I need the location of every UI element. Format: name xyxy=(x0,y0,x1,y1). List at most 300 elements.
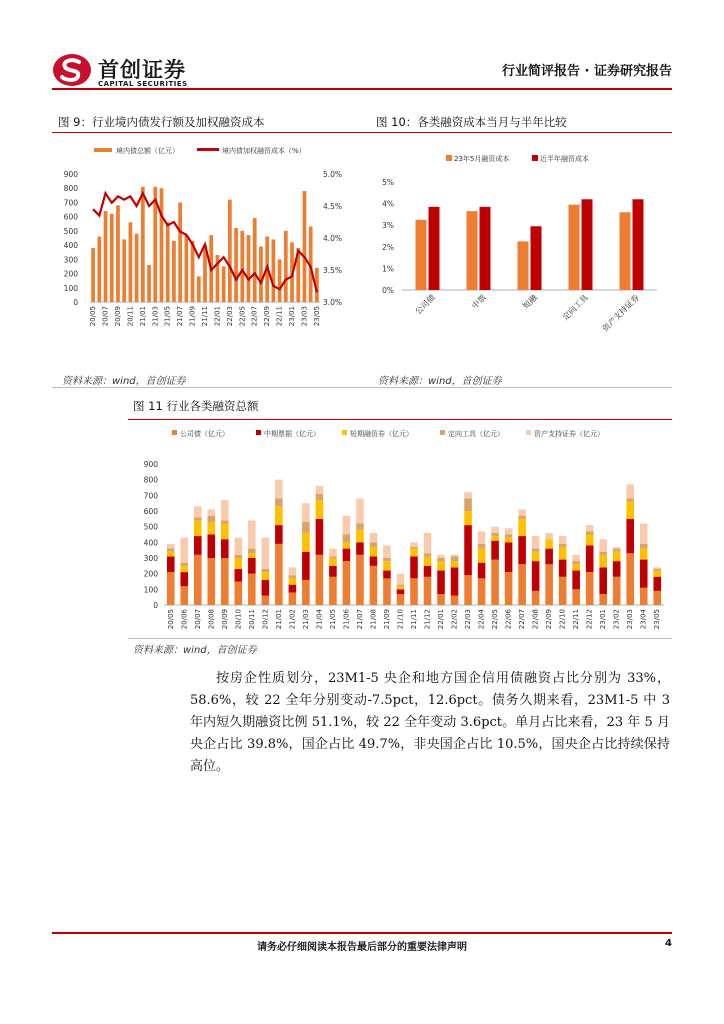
stacked-bar-segment xyxy=(397,574,405,585)
bond-issuance-bar xyxy=(234,228,238,302)
bond-issuance-bar xyxy=(116,205,120,302)
stacked-bar-segment xyxy=(505,528,513,534)
x-tick-label: 21/05 xyxy=(328,609,337,630)
stacked-bar-segment xyxy=(397,594,405,605)
stacked-bar-segment xyxy=(316,494,324,500)
stacked-bar-segment xyxy=(518,516,526,519)
bond-issuance-bar xyxy=(259,247,263,302)
x-tick-label: 20/06 xyxy=(180,609,189,630)
x-tick-label: 20/09 xyxy=(220,609,229,630)
legend-label: 公司债（亿元） xyxy=(180,430,229,438)
x-tick-label: 22/07 xyxy=(250,306,259,327)
x-tick-label: 21/08 xyxy=(369,609,378,630)
x-tick-label: 中票 xyxy=(470,293,488,311)
bond-issuance-bar xyxy=(160,188,164,302)
y-tick: 800 xyxy=(143,475,158,485)
stacked-bar-segment xyxy=(221,558,229,605)
stacked-bar-segment xyxy=(586,535,594,546)
stacked-bar-segment xyxy=(653,569,661,571)
x-tick-label: 22/05 xyxy=(491,609,500,630)
stacked-bar-segment xyxy=(208,522,216,535)
stacked-bar-segment xyxy=(370,533,378,542)
x-tick-label: 23/04 xyxy=(639,609,648,630)
x-tick-label: 20/07 xyxy=(101,306,110,327)
y-tick-left: 300 xyxy=(63,255,78,265)
legend-swatch xyxy=(342,430,347,435)
stacked-bar-segment xyxy=(397,589,405,594)
may-cost-bar xyxy=(518,241,529,290)
stacked-bar-segment xyxy=(424,577,432,605)
y-tick-left: 200 xyxy=(63,269,78,279)
x-tick-label: 22/01 xyxy=(437,609,446,630)
stacked-bar-segment xyxy=(532,561,540,591)
legend-swatch xyxy=(440,430,445,435)
stacked-bar-segment xyxy=(599,555,607,568)
y-tick-right: 4.0% xyxy=(323,234,343,243)
stacked-bar-segment xyxy=(464,575,472,605)
stacked-bar-segment xyxy=(329,577,337,605)
stacked-bar-segment xyxy=(262,580,270,596)
stacked-bar-segment xyxy=(343,549,351,562)
bond-issuance-bar xyxy=(141,187,145,302)
stacked-bar-segment xyxy=(599,567,607,594)
stacked-bar-segment xyxy=(289,567,297,575)
stacked-bar-segment xyxy=(437,561,445,570)
stacked-bar-segment xyxy=(626,502,634,519)
report-type-title: 行业简评报告 · 证券研究报告 xyxy=(502,64,672,79)
stacked-bar-segment xyxy=(248,553,256,558)
y-tick: 100 xyxy=(143,585,158,595)
stacked-bar-segment xyxy=(451,596,459,605)
stacked-bar-segment xyxy=(302,503,310,522)
bond-issuance-bar xyxy=(97,237,101,302)
brand-name-en: CAPITAL SECURITIES xyxy=(98,80,188,88)
y-tick-left: 700 xyxy=(63,198,78,208)
stacked-bar-segment xyxy=(262,569,270,572)
stacked-bar-segment xyxy=(613,577,621,605)
y-tick-right: 4.5% xyxy=(323,202,343,211)
bond-issuance-bar xyxy=(122,239,126,302)
stacked-bar-segment xyxy=(613,547,621,549)
stacked-bar-segment xyxy=(478,544,486,549)
stacked-bar-segment xyxy=(383,578,391,605)
stacked-bar-segment xyxy=(221,539,229,558)
stacked-bar-segment xyxy=(586,572,594,605)
bond-issuance-bar xyxy=(178,202,182,302)
y-tick-left: 900 xyxy=(63,170,78,179)
legend-label: 中期票据（亿元） xyxy=(264,430,320,438)
stacked-bar-segment xyxy=(302,580,310,605)
y-tick-right: 3.5% xyxy=(323,266,343,275)
x-tick-label: 20/09 xyxy=(113,306,122,327)
legend-swatch-cost xyxy=(197,148,219,151)
stacked-bar-segment xyxy=(572,571,580,590)
stacked-bar-segment xyxy=(208,558,216,605)
y-tick: 0% xyxy=(382,286,394,295)
stacked-bar-segment xyxy=(505,538,513,543)
legend-swatch-bonds xyxy=(94,148,112,152)
x-tick-label: 21/09 xyxy=(188,306,197,327)
stacked-bar-segment xyxy=(626,519,634,553)
x-tick-label: 22/03 xyxy=(225,306,234,327)
figure-title-divider xyxy=(52,132,672,133)
stacked-bar-segment xyxy=(640,524,648,544)
stacked-bar-segment xyxy=(518,519,526,536)
stacked-bar-segment xyxy=(329,558,337,566)
stacked-bar-segment xyxy=(383,558,391,561)
stacked-bar-segment xyxy=(491,536,499,541)
figure-9-source: 资料来源：wind，首创证券 xyxy=(62,376,186,387)
figure-11-chart xyxy=(128,422,672,636)
halfyear-cost-bar xyxy=(531,226,542,290)
stacked-bar-segment xyxy=(451,555,459,557)
bond-issuance-bar xyxy=(278,259,282,302)
stacked-bar-segment xyxy=(640,560,648,588)
y-tick: 400 xyxy=(143,538,158,548)
stacked-bar-segment xyxy=(478,549,486,563)
stacked-bar-segment xyxy=(545,539,553,548)
legend-swatch-halfyear xyxy=(532,155,538,161)
may-cost-bar xyxy=(416,220,427,290)
x-tick-label: 定向工具 xyxy=(560,293,590,323)
stacked-bar-segment xyxy=(180,563,188,566)
stacked-bar-segment xyxy=(410,556,418,578)
stacked-bar-segment xyxy=(370,566,378,605)
x-tick-label: 20/05 xyxy=(89,306,98,327)
stacked-bar-segment xyxy=(289,592,297,605)
stacked-bar-segment xyxy=(424,566,432,577)
y-tick: 4% xyxy=(382,199,394,209)
stacked-bar-segment xyxy=(194,517,202,520)
stacked-bar-segment xyxy=(248,558,256,574)
may-cost-bar xyxy=(620,212,631,290)
stacked-bar-segment xyxy=(262,572,270,580)
legend-swatch xyxy=(256,430,261,435)
stacked-bar-segment xyxy=(248,520,256,548)
x-tick-label: 短融 xyxy=(521,293,539,311)
legend-label-halfyear: 近半年融资成本 xyxy=(540,155,589,163)
stacked-bar-segment xyxy=(424,556,432,565)
bond-issuance-bar xyxy=(110,214,114,302)
stacked-bar-segment xyxy=(316,555,324,605)
stacked-bar-segment xyxy=(208,509,216,515)
bond-issuance-bar xyxy=(240,231,244,302)
bond-issuance-bar xyxy=(228,200,232,302)
stacked-bar-segment xyxy=(626,553,634,605)
stacked-bar-segment xyxy=(464,498,472,511)
y-tick: 300 xyxy=(143,554,158,563)
stacked-bar-segment xyxy=(356,555,364,605)
stacked-bar-segment xyxy=(532,536,540,549)
stacked-bar-segment xyxy=(532,591,540,605)
figure-11-source-divider xyxy=(128,638,672,639)
stacked-bar-segment xyxy=(208,516,216,522)
x-tick-label: 22/09 xyxy=(545,609,554,630)
stacked-bar-segment xyxy=(370,542,378,547)
x-tick-label: 22/05 xyxy=(238,306,247,327)
stacked-bar-segment xyxy=(518,509,526,515)
stacked-bar-segment xyxy=(559,544,567,547)
stacked-bar-segment xyxy=(572,589,580,605)
x-tick-label: 21/06 xyxy=(342,609,351,630)
stacked-bar-segment xyxy=(545,533,553,539)
x-tick-label: 23/03 xyxy=(626,609,635,630)
stacked-bar-segment xyxy=(235,569,243,582)
figure-11-title: 图 11 行业各类融资总额 xyxy=(133,399,259,413)
x-tick-label: 23/01 xyxy=(599,609,608,630)
stacked-bar-segment xyxy=(572,561,580,564)
legend-label-cost: 境内债加权融资成本（%） xyxy=(222,147,306,155)
stacked-bar-segment xyxy=(180,566,188,572)
stacked-bar-segment xyxy=(343,542,351,548)
stacked-bar-segment xyxy=(599,594,607,605)
stacked-bar-segment xyxy=(505,572,513,605)
figure-10-chart xyxy=(372,136,672,368)
stacked-bar-segment xyxy=(289,578,297,584)
legend-label-bonds: 境内债总额（亿元） xyxy=(116,147,179,155)
stacked-bar-segment xyxy=(586,531,594,534)
footer-divider xyxy=(52,932,672,934)
stacked-bar-segment xyxy=(235,558,243,569)
stacked-bar-segment xyxy=(424,533,432,553)
y-tick: 200 xyxy=(143,569,158,579)
stacked-bar-segment xyxy=(410,542,418,547)
brand-name-cn: 首创证券 xyxy=(98,58,186,82)
x-tick-label: 21/07 xyxy=(355,609,364,630)
may-cost-bar xyxy=(467,211,478,290)
legend-swatch-may xyxy=(446,155,452,161)
stacked-bar-segment xyxy=(356,498,364,523)
stacked-bar-segment xyxy=(653,571,661,577)
y-tick-left: 500 xyxy=(63,226,78,236)
x-tick-label: 21/10 xyxy=(396,609,405,630)
figure-10-title: 图 10：各类融资成本当月与半年比较 xyxy=(376,115,567,129)
y-tick-left: 0 xyxy=(73,298,78,307)
y-tick: 600 xyxy=(143,507,158,516)
stacked-bar-segment xyxy=(383,561,391,570)
x-tick-label: 22/03 xyxy=(464,609,473,630)
stacked-bar-segment xyxy=(532,549,540,552)
stacked-bar-segment xyxy=(478,563,486,579)
stacked-bar-segment xyxy=(478,578,486,605)
x-tick-label: 21/04 xyxy=(315,609,324,630)
x-tick-label: 公司债 xyxy=(413,293,437,317)
stacked-bar-segment xyxy=(356,542,364,555)
stacked-bar-segment xyxy=(302,552,310,580)
header-divider xyxy=(52,88,672,90)
legend-label: 短期融资券（亿元） xyxy=(350,430,413,438)
x-tick-label: 22/04 xyxy=(477,609,486,630)
stacked-bar-segment xyxy=(383,571,391,579)
x-tick-label: 23/03 xyxy=(300,306,309,327)
stacked-bar-segment xyxy=(613,552,621,561)
stacked-bar-segment xyxy=(626,498,634,501)
x-tick-label: 22/10 xyxy=(558,609,567,630)
bond-issuance-bar xyxy=(104,211,108,302)
stacked-bar-segment xyxy=(410,547,418,549)
stacked-bar-segment xyxy=(491,541,499,560)
stacked-bar-segment xyxy=(167,552,175,557)
stacked-bar-segment xyxy=(356,524,364,530)
stacked-bar-segment xyxy=(397,586,405,589)
stacked-bar-segment xyxy=(302,533,310,552)
legal-disclaimer: 请务必仔细阅读本报告最后部分的重要法律声明 xyxy=(257,942,467,953)
stacked-bar-segment xyxy=(208,535,216,559)
stacked-bar-segment xyxy=(653,591,661,605)
x-tick-label: 22/02 xyxy=(450,609,459,630)
x-tick-label: 20/12 xyxy=(261,609,270,630)
y-tick: 500 xyxy=(143,522,158,532)
bond-issuance-bar xyxy=(303,191,307,302)
stacked-bar-segment xyxy=(437,594,445,605)
legend-label: 定向工具（亿元） xyxy=(448,430,504,438)
y-tick-left: 600 xyxy=(63,212,78,222)
x-tick-label: 23/05 xyxy=(312,306,321,327)
stacked-bar-segment xyxy=(505,535,513,538)
stacked-bar-segment xyxy=(559,547,567,560)
x-tick-label: 21/05 xyxy=(163,306,172,327)
stacked-bar-segment xyxy=(410,549,418,557)
stacked-bar-segment xyxy=(640,588,648,605)
stacked-bar-segment xyxy=(167,544,175,549)
stacked-bar-segment xyxy=(329,556,337,558)
x-tick-label: 22/11 xyxy=(572,609,581,630)
x-tick-label: 23/02 xyxy=(612,609,621,630)
page-number: 4 xyxy=(665,938,672,949)
stacked-bar-segment xyxy=(194,555,202,605)
stacked-bar-segment xyxy=(316,486,324,494)
bond-issuance-bar xyxy=(91,248,95,302)
x-tick-label: 22/01 xyxy=(213,306,222,327)
stacked-bar-segment xyxy=(275,544,283,605)
figure-9-chart xyxy=(52,136,372,368)
stacked-bar-segment xyxy=(275,498,283,506)
stacked-bar-segment xyxy=(451,556,459,561)
stacked-bar-segment xyxy=(235,555,243,558)
x-tick-label: 22/12 xyxy=(585,609,594,630)
figure-11-source: 资料来源：wind，首创证券 xyxy=(133,645,257,656)
stacked-bar-segment xyxy=(167,549,175,552)
stacked-bar-segment xyxy=(262,596,270,605)
stacked-bar-segment xyxy=(424,553,432,556)
stacked-bar-segment xyxy=(451,561,459,567)
x-tick-label: 23/01 xyxy=(288,306,297,327)
bond-issuance-bar xyxy=(147,265,151,302)
bond-issuance-bar xyxy=(184,235,188,302)
stacked-bar-segment xyxy=(559,560,567,577)
stacked-bar-segment xyxy=(572,555,580,561)
y-tick-right: 5.0% xyxy=(323,170,343,179)
stacked-bar-segment xyxy=(559,536,567,544)
x-tick-label: 21/11 xyxy=(410,609,418,630)
figure-9-title: 图 9：行业境内债发行额及加权融资成本 xyxy=(58,115,265,129)
stacked-bar-segment xyxy=(397,585,405,587)
stacked-bar-segment xyxy=(289,585,297,593)
figure-11-title-divider xyxy=(128,419,672,420)
stacked-bar-segment xyxy=(248,549,256,554)
y-tick: 3% xyxy=(382,221,394,231)
stacked-bar-segment xyxy=(532,552,540,561)
x-tick-label: 21/03 xyxy=(301,609,310,630)
bond-issuance-bar xyxy=(172,241,176,302)
legend-label: 资产支持证券（亿元） xyxy=(534,430,604,438)
y-tick: 2% xyxy=(382,242,394,252)
x-tick-label: 21/09 xyxy=(382,609,391,630)
stacked-bar-segment xyxy=(194,520,202,536)
stacked-bar-segment xyxy=(640,544,648,549)
stacked-bar-segment xyxy=(586,525,594,531)
bond-issuance-bar xyxy=(253,218,257,302)
y-tick: 5% xyxy=(382,178,394,187)
stacked-bar-segment xyxy=(613,549,621,552)
y-tick-left: 800 xyxy=(63,184,78,194)
stacked-bar-segment xyxy=(329,549,337,557)
stacked-bar-segment xyxy=(289,575,297,578)
stacked-bar-segment xyxy=(653,577,661,591)
stacked-bar-segment xyxy=(491,527,499,533)
legend-swatch xyxy=(526,430,531,435)
halfyear-cost-bar xyxy=(582,199,593,290)
stacked-bar-segment xyxy=(316,519,324,555)
halfyear-cost-bar xyxy=(429,207,440,290)
stacked-bar-segment xyxy=(505,542,513,572)
x-tick-label: 23/05 xyxy=(653,609,662,630)
may-cost-bar xyxy=(569,205,580,290)
bond-issuance-bar xyxy=(197,276,201,302)
stacked-bar-segment xyxy=(262,538,270,569)
x-tick-label: 20/10 xyxy=(234,609,243,630)
capital-securities-logo-icon xyxy=(52,52,92,88)
stacked-bar-segment xyxy=(167,572,175,605)
bond-issuance-bar xyxy=(222,266,226,302)
stacked-bar-segment xyxy=(491,560,499,605)
x-tick-label: 20/11 xyxy=(247,609,256,630)
body-paragraph: 按房企性质划分，23M1-5 央企和地方国企信用债融资占比分别为 33%，58.6%，较 22 全年分别变动-7.5pct，12.6pct。债务久期来看，23M1-5 中 3 年内短久期融资比例 51.1%，较 22 全年变动 3.6pct。单月占比来看，23 年 5 月央企占比 39.8%，国企占比 49.7%，非央国企占比 10.5%，国央企占比持续保持高位。 xyxy=(190,671,670,774)
bond-issuance-bar xyxy=(135,234,139,302)
stacked-bar-segment xyxy=(572,564,580,570)
x-tick-label: 21/01 xyxy=(274,609,283,630)
y-tick-left: 100 xyxy=(63,283,78,293)
x-tick-label: 21/11 xyxy=(201,306,209,327)
y-tick-right: 3.0% xyxy=(323,298,343,307)
x-tick-label: 21/07 xyxy=(176,306,185,327)
stacked-bar-segment xyxy=(343,561,351,605)
y-tick: 700 xyxy=(143,491,158,501)
x-tick-label: 21/01 xyxy=(138,306,147,327)
bond-issuance-bar xyxy=(247,235,251,302)
stacked-bar-segment xyxy=(221,500,229,520)
stacked-bar-segment xyxy=(370,547,378,556)
stacked-bar-segment xyxy=(518,564,526,605)
stacked-bar-segment xyxy=(235,538,243,555)
y-tick: 900 xyxy=(143,460,158,469)
legend-label-may: 23年5月融资成本 xyxy=(454,155,510,163)
stacked-bar-segment xyxy=(451,567,459,595)
x-tick-label: 21/02 xyxy=(288,609,297,630)
legend-swatch xyxy=(172,430,177,435)
x-tick-label: 20/07 xyxy=(193,609,202,630)
x-tick-label: 21/12 xyxy=(423,609,432,630)
stacked-bar-segment xyxy=(653,567,661,569)
stacked-bar-segment xyxy=(275,525,283,544)
stacked-bar-segment xyxy=(464,511,472,525)
stacked-bar-segment xyxy=(545,549,553,565)
stacked-bar-segment xyxy=(464,525,472,575)
stacked-bar-segment xyxy=(275,506,283,525)
stacked-bar-segment xyxy=(437,571,445,595)
bond-issuance-bar xyxy=(129,222,133,302)
stacked-bar-segment xyxy=(613,561,621,577)
